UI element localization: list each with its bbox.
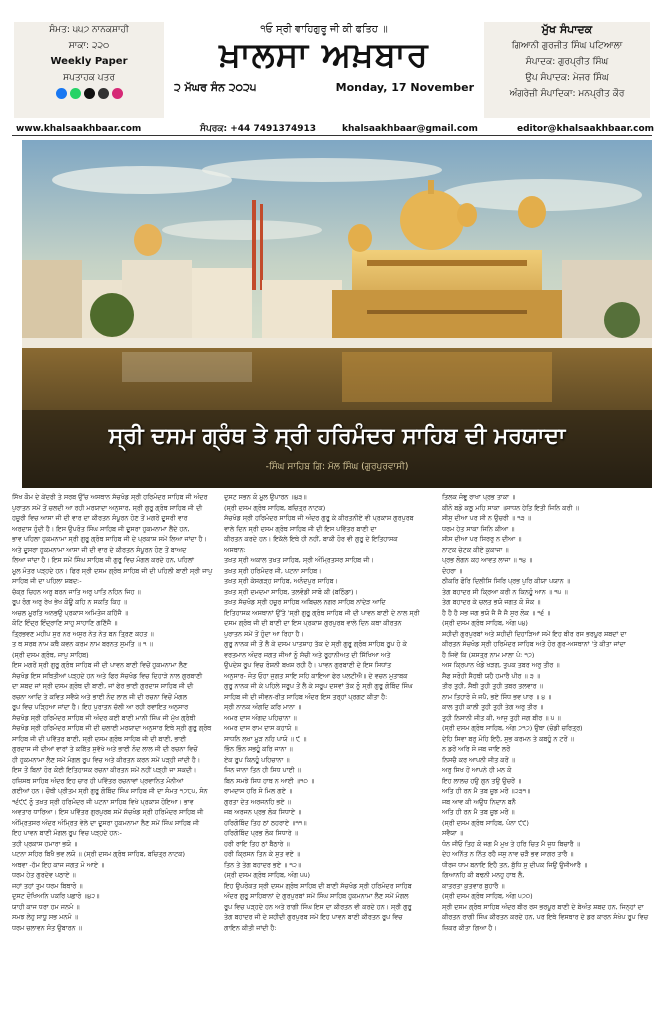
newspaper-title: ਖ਼ਾਲਸਾ ਅਖ਼ਬਾਰ: [219, 35, 429, 75]
divider: [12, 135, 652, 136]
chief-editor-name: ਗਿਆਨੀ ਗੁਰਜੀਤ ਸਿੰਘ ਪਟਿਆਲਾ: [511, 41, 623, 51]
article-line: ਕਾਲ ਤੁਹੀ ਕਾਲੀ ਤੁਹੀ ਤੁਹੀ ਤੇਗ ਅਰੁ ਤੀਰ ॥: [442, 703, 544, 711]
article-line: ਸਿੱਖ ਕੌਮ ਦੇ ਕੇਂਦਰੀ ਤੇ ਸਰਬ ਉੱਚ ਅਸਥਾਨ ਸੱਚਖੰਡ ਸ੍ਰੀ ਹਰਿਮੰਦਰ ਸਾਹਿਬ ਜੀ ਅੰਦਰ: [12, 493, 208, 501]
article-line: ਕੀਰਤਨ ਰਾਗੀ ਸਿੰਘ ਕੀਰਤਨ ਕਰਦੇ ਹਨ, ਪਰ ਇਥੇ ਵਿਸਥਾਰ ਦੇ ਡਰ ਕਾਰਨ ਸੰਖੇਪ ਰੂਪ ਵਿਚ: [442, 913, 649, 921]
article-line: ਕੋਟਿ ਇੰਦ੍ਰ ਇੰਦ੍ਰਾਣਿ ਸਾਹੁ ਸਾਹਾਣਿ ਗਣਿੱਜੈ ॥: [12, 619, 118, 627]
article-line: ਵਰਤਮਾਨ ਅੰਦਰ ਜਗਤ ਜੀਆਂ ਨੂੰ ਸੱਚੀ ਅਤੇ ਰੂਹਾਨੀਅਤ ਦੀ ਸਿੱਖਿਆ ਅਤੇ: [224, 650, 391, 659]
article-line: ਜਿਨ ਜਾਨਾ ਤਿਨ ਹੀ ਸਿਧ ਪਾਈ ॥: [224, 766, 301, 774]
article-line: ਅਵਤਾਰ ਧਾਰਿਆ। ਇਸ ਪਵਿੱਤਰ ਗੁਰਪੁਰਬ ਸਮੇਂ ਸੱਚਖੰਡ ਸ੍ਰੀ ਹਰਿਮੰਦਰ ਸਾਹਿਬ ਜੀ: [12, 808, 204, 816]
article-line: ਅਸ ਕ੍ਰਿਪਾਨ ਖੰਡੋ ਖੜਗ, ਤੁਪਕ ਤਬਰ ਅਰੁ ਤੀਰ ॥: [442, 661, 560, 669]
article-line: ਸਵੈਯਾ ॥: [442, 829, 464, 837]
instagram-icon[interactable]: [112, 88, 123, 99]
article-line: ਯਾਹੀ ਕਾਜ ਧਰਾ ਹਮ ਜਨਮੰ ॥: [12, 902, 80, 911]
article-line: ਅਰੁ ਸਿਖ ਹੋਂ ਆਪਨੇ ਹੀ ਮਨ ਕੋ: [442, 766, 512, 774]
article-line: ਨਾਮ ਤਿਹਾਰੋ ਜੋ ਜਪੈ, ਭਏ ਸਿੰਧ ਭਵ ਪਾਰ ॥ ੪ ॥: [442, 692, 552, 701]
article-line: ਅਥਵਾ -ਹੱਮ ਇਹ ਕਾਜ ਜਗਤ ਮੋ ਆਏ ॥: [12, 860, 105, 869]
article-line: ਨਿਸਚੈ ਕਰ ਆਪਨੀ ਜੀਤ ਕਰੋਂ ॥: [442, 755, 515, 764]
article-line: ਕੀਨੋ ਬਡੋ ਕਲੂ ਮਹਿ ਸਾਕਾ ॥ਸਾਧਨ ਹੇਤਿ ਇਤੀ ਜਿਨਿ ਕਰੀ ॥: [442, 503, 579, 512]
article-line: ਗਾਇਨ ਕੀਤੀ ਜਾਂਦੀ ਹੈ:: [224, 923, 277, 932]
article-line: ਰਾਮਦਾਸ ਹਰਿ ਸੋ ਮਿਲ ਗਏ ॥: [224, 787, 293, 795]
article-line: ਏਕ ਰੂਪ ਕਿਨਹੂੰ ਪਹਿਚਾਨਾ ॥: [224, 755, 290, 764]
article-line: ਦਾ ਸ਼ਬਦ ਜਾਂ ਸ੍ਰੀ ਦਸਮ ਗ੍ਰੰਥ ਦੀ ਬਾਣੀ, ਜਾਂ ਫੇਰ ਭਾਈ ਗੁਰਦਾਸ ਸਾਹਿਬ ਜੀ ਦੀ: [12, 682, 194, 690]
article-line: ਸੱਚਖੰਡ ਸ੍ਰੀ ਹਰਿਮੰਦਰ ਸਾਹਿਬ ਜੀ ਅੰਦਰ ਕਈ ਬਾਣੀ ਮਾਨੀ ਸਿੰਘ ਜੀ ਮੁੱਖ ਗ੍ਰੰਥੀ: [12, 713, 196, 722]
article-line: ਠੀਕਰਿ ਫੋਰਿ ਦਿਲੀਸਿ ਸਿਰਿ ਪ੍ਰਭ ਪੁਰਿ ਕੀਯਾ ਪਯਾਨ ॥: [442, 577, 571, 585]
article-line: ਕੀਰਤਨ ਸੱਚਖੰਡ ਸ੍ਰੀ ਹਰਿਮੰਦਰ ਸਾਹਿਬ ਅਤੇ ਹੋਰ ਗੁਰ-ਅਸਥਾਨਾਂ 'ਤੇ ਕੀਤਾ ਜਾਂਦਾ: [442, 640, 626, 648]
article-line: ਅਤਿ ਹੀ ਰਨ ਮੈ ਤਬ ਜੂਝ ਮਰੋਂ ॥: [442, 808, 515, 816]
phone-number: ਸੰਪਰਕ: +44 7491374913: [200, 124, 317, 134]
article-line: ਦਸਮ ਗ੍ਰੰਥ ਜੀ ਦੀ ਬਾਣੀ ਦਾ ਇਸ ਪ੍ਰਕਾਸ਼ ਗੁਰਪੁਰਬ ਵਾਲੇ ਦਿਨ ਕਥਾ ਕੀਰਤਨ: [224, 619, 402, 627]
article-line: ਸੱਚਖੰਡ ਸ੍ਰੀ ਹਰਿਮੰਦਰ ਸਾਹਿਬ ਜੀ ਦੀ ਚਲਾਈ ਮਰਯਾਦਾ ਅਨੁਸਾਰ ਇਥੇ ਸ੍ਰੀ ਗੁਰੂ ਗ੍ਰੰਥ: [12, 724, 212, 732]
article-line: ਧਰਮ ਚਲਾਵਨ ਸੰਤ ਉਬਾਰਨ ॥: [12, 923, 82, 932]
date-punjabi: ੨ ਮੱਘਰ ਸੰਨ ੨੦੨੫: [174, 81, 257, 94]
chief-editor-title: ਮੁੱਖ ਸੰਪਾਦਕ: [541, 23, 593, 36]
masthead-header: [0, 0, 663, 122]
article-line: ਹਜ਼ੂਰੀ ਵਿਚ ਆਸਾ ਜੀ ਦੀ ਵਾਰ ਦਾ ਕੀਰਤਨ ਸੰਪੂਰਨ ਹੋਣ ਤੋਂ ਮਗਰੋਂ ਦੂਸਰੀ ਵਾਰ: [12, 514, 188, 522]
website-link[interactable]: www.khalsaakhbaar.com: [16, 124, 142, 134]
article-line: ਸ੍ਰੀ ਨਾਨਕ ਅੰਗਦਿ ਕਰਿ ਮਾਨਾ ॥: [224, 703, 302, 711]
article-line: ਗੁਰੂ ਨਾਨਕ ਜੀ ਕੇ ਪਹਿਲੇ ਸਰੂਪ ਤੋਂ ਲੈ ਕੇ ਸਰੂਪ ਦਸਵਾਂ ਤੱਕ ਨੂੰ ਸ੍ਰੀ ਗੁਰੂ ਗੋਬਿੰਦ ਸਿੰਘ: [224, 682, 413, 690]
article-line: ਤੇਗ ਬਹਾਦਰ ਜੀ ਦੇ ਸ਼ਹੀਦੀ ਗੁਰਪੁਰਬ ਸਮੇਂ ਇਹ ਪਾਵਨ ਬਾਣੀ ਕੀਰਤਨ ਰੂਪ ਵਿਚ: [224, 913, 403, 921]
article-line: ਦੇਹਿ ਸਿਵਾ ਬਰੁ ਮੋਹਿ ਇਹੈ, ਸੁਭ ਕਰਮਨ ਤੇ ਕਬਹੂੰ ਨ ਟਰੋਂ ॥: [442, 734, 574, 743]
saka-label: ਸਾਕਾ: ੨੨੦: [68, 41, 110, 51]
article-line: ਅੰਮ੍ਰਿਤਸਰ ਅੰਦਰ ਅੰਮ੍ਰਿਤ ਵੇਲੇ ਦਾ ਦੂਸਰਾ ਹੁਕਮਨਾਮਾ ਲੈਣ ਸਮੇਂ ਸਿੰਘ ਸਾਹਿਬ ਜੀ: [12, 818, 200, 827]
article-line: ਲਿਆ ਜਾਂਦਾ ਹੈ। ਇਸ ਸਮੇਂ ਸਿੰਘ ਸਾਹਿਬ ਜੀ ਗੁਰੂ ਵਿਚ ਮੰਗਲ ਕਰਦੇ ਹਨ, ਪਹਿਲਾਂ: [12, 556, 194, 564]
article-line: ਰੂਪ ਵਿਚ ਪੜ੍ਹਦੇ ਹਨ ਅਤੇ ਰਾਗੀ ਸਿੰਘ ਇਸ ਦਾ ਕੀਰਤਨ ਵੀ ਕਰਦੇ ਹਨ। ਸ੍ਰੀ ਗੁਰੂ: [224, 902, 412, 911]
article-line: ਬਿਨ ਸਮਝੇ ਸਿਧ ਹਾਥ ਨ ਆਈ ॥੧੦ ॥: [224, 776, 315, 785]
article-line: (ਸ੍ਰੀ ਦਸਮ ਗ੍ਰੰਥ ਸਾਹਿਬ, ਅੰਗ ੫੪): [442, 619, 528, 627]
article-line: ਕੀਰਤਨ ਕਰਦੇ ਹਨ। ਇਕੱਲੇ ਇਥੇ ਹੀ ਨਹੀਂ, ਬਾਕੀ ਹੋਰ ਵੀ ਗੁਰੂ ਦੇ ਇਤਿਹਾਸਕ: [224, 535, 398, 543]
article-line: ਦੁਸਟ ਸਭਨ ਕੋ ਮੂਲ ਉਪਾਰਨ ॥੪੩॥: [224, 493, 307, 501]
article-line: ਤ ਥ ਸਰਬ ਨਾਮ ਕਥੈ ਕਵਨ ਕਰਮ ਨਾਮ ਬਰਨਤ ਸੁਮਤਿ ॥ ੧ ॥: [12, 640, 153, 648]
article-body: [12, 492, 652, 1020]
article-column-3: [442, 492, 652, 1020]
article-line: ਤੇਗ ਬਹਾਦਰ ਕੇ ਚਲਤ ਭਯੋ ਜਗਤ ਕੋ ਸੋਕ ॥: [442, 598, 541, 606]
article-line: ਹੈ ਜਿਵੇਂ ਕਿ (ਸ਼ਸਤ੍ਰ ਨਾਮ ਮਾਲਾ ਪੰ: ੧੭): [442, 650, 535, 659]
article-line: ਚੱਕ੍ਰ ਚਿਹਨ ਅਰੁ ਬਰਨ ਜਾਤਿ ਅਰੁ ਪਾਤਿ ਨਹਿਨ ਜਿਹ ॥: [12, 587, 141, 596]
samat-label: ਸੰਮਤ: ੫੫੭ ਨਾਨਕਸ਼ਾਹੀ: [49, 25, 129, 35]
article-line: ਸੱਚਖੰਡ ਸ੍ਰੀ ਹਰਿਮੰਦਰ ਸਾਹਿਬ ਜੀ ਅੰਦਰ ਗੁਰੂ ਕੇ ਕੀਰਤਨੀਏ ਵੀ ਪ੍ਰਕਾਸ਼ ਗੁਰਪੁਰਬ: [224, 514, 414, 522]
article-line: ਨਾਟਕ ਚੇਟਕ ਕੀਏ ਕੁਕਾਜਾ ॥: [442, 545, 509, 554]
article-line: ਜਬ ਆਵ ਕੀ ਅਉਧ ਨਿਦਾਨ ਬਨੈ: [442, 797, 516, 806]
article-line: ਸਾਹਿਬ ਜੀ ਦੀ ਜੀਵਨ-ਰੀਤ ਸਾਹਿਬ ਅੰਦਰ ਇਸ ਤਰ੍ਹਾਂ ਪ੍ਰਗਟ ਕੀਤਾ ਹੈ:: [224, 692, 388, 701]
article-line: ਹਰਿਗੋਬਿੰਦ ਤਿਹ ਠਾਂ ਠਹਰਾਏ ॥੧੧॥: [224, 818, 307, 827]
article-line: ਪੁਰਾਤਨ ਸਮੇਂ ਤੋਂ ਚਲਦੀ ਆ ਰਹੀ ਮਰਯਾਦਾ ਅਨੁਸਾਰ, ਸ੍ਰੀ ਗੁਰੂ ਗ੍ਰੰਥ ਸਾਹਿਬ ਜੀ ਦੀ: [12, 503, 203, 512]
article-line: ਭਿੰਨ ਭਿੰਨ ਸਭਹੂੰ ਕਰਿ ਜਾਨਾ ॥: [224, 745, 293, 753]
article-line: ਤਖ਼ਤ ਸ੍ਰੀ ਕੇਸਗੜ੍ਹ ਸਾਹਿਬ, ਅਨੰਦਪੁਰ ਸਾਹਿਬ।: [224, 577, 338, 585]
weekly-label: Weekly Paper: [50, 56, 128, 67]
article-line: ਸਮਝ ਲੇਹੁ ਸਾਧੂ ਸਭ ਮਨਮੰ ॥: [12, 913, 78, 921]
article-line: ਹਰੀ ਕ੍ਰਿਸਨ ਤਿਨ ਕੇ ਸੁਤ ਵਏ ॥: [224, 850, 301, 858]
article-line: ਗੁਰਦਾਸ ਜੀ ਦੀਆਂ ਵਾਰਾਂ ਤੇ ਕਬਿੱਤ ਸੁਵੱਖੇ ਅਤੇ ਭਾਈ ਨੰਦ ਲਾਲ ਜੀ ਦੀ ਰਚਨਾ ਵਿਚੋਂ: [12, 745, 198, 753]
x-icon[interactable]: [98, 88, 109, 99]
article-line: ਗੁਰਤਾ ਦੇਤ ਅਰਜਨਹਿ ਭਏ ॥: [224, 797, 291, 806]
article-line: ਮੂਲ ਮੰਤਰ ਪੜ੍ਹਦੇ ਹਨ। ਫਿਰ ਸ੍ਰੀ ਦਸਮ ਗ੍ਰੰਥ ਸਾਹਿਬ ਜੀ ਦੀ ਪਹਿਲੀ ਬਾਣੀ ਸ੍ਰੀ ਜਾਪੁ: [12, 566, 213, 575]
article-line: ਹਰੀ ਰਾਇ ਤਿਹ ਠਾਂ ਬੈਠਾਰੇ ॥: [224, 839, 290, 848]
article-line: ਅਮਰ ਦਾਸ ਅੰਗਦ ਪਹਿਚਾਨਾ ॥: [224, 713, 297, 722]
article-line: ਉਪਦੇਸ਼ ਰੂਪ ਵਿਚ ਰੋਸ਼ਨੀ ਬਖਸ਼ ਰਹੀ ਹੈ। ਪਾਵਨ ਗੁਰਬਾਣੀ ਦੇ ਇਸ ਸਿਧਾਂਤ: [224, 661, 392, 669]
article-line: ਅਚਲ ਮੂਰਤਿ ਅਨਭਉ ਪ੍ਰਕਾਸ ਅਮਿਤੋਜ ਕਹਿੱਜੈ ॥: [12, 608, 129, 617]
article-headline: ਸ੍ਰੀ ਦਸਮ ਗ੍ਰੰਥ ਤੇ ਸ੍ਰੀ ਹਰਿਮੰਦਰ ਸਾਹਿਬ ਦੀ ਮਰਯਾਦਾ: [108, 424, 566, 449]
article-line: ਪ੍ਰਭ ਲੋਗਨ ਕਹ ਆਵਤ ਲਾਜਾ ॥ ੧੪ ॥: [442, 556, 533, 564]
article-line: ਭਾਵ ਪਹਿਲਾ ਹੁਕਮਨਾਮਾ ਸ੍ਰੀ ਗੁਰੂ ਗ੍ਰੰਥ ਸਾਹਿਬ ਜੀ ਦੇ ਪ੍ਰਕਾਸ਼ ਸਮੇਂ ਲਿਆ ਜਾਂਦਾ ਹੈ।: [12, 535, 207, 543]
social-icons: [14, 88, 164, 99]
article-line: ਅਸਥਾਨ:: [224, 545, 246, 554]
article-line: ਤਖ਼ਤ ਸ੍ਰੀ ਦਮਦਮਾ ਸਾਹਿਬ, ਤਲਵੰਡੀ ਸਾਬੋ ਕੀ (ਬਠਿੰਡਾ)।: [224, 587, 358, 596]
article-byline: -ਸਿੰਘ ਸਾਹਿਬ ਗਿ: ਮੱਲ ਸਿੰਘ (ਗੁਰਪੁਰਵਾਸੀ): [265, 462, 409, 472]
article-line: ਦੇਹ ਅਨਿੱਤ ਨ ਨਿੱਤ ਰਹੈ ਜਸੁ ਨਾਵ ਚੜੈ ਭਵ ਸਾਗਰ ਤਾਰੈ ॥: [442, 850, 574, 858]
article-line: ਪੁਰਾਤਨ ਸਮੇਂ ਤੋਂ ਹੁੰਦਾ ਆ ਰਿਹਾ ਹੈ।: [224, 629, 304, 638]
article-line: ਤਿਲਕ ਜੰਞੂ ਰਾਖਾ ਪ੍ਰਭ ਤਾਕਾ ॥: [442, 493, 516, 501]
article-line: ਸ੍ਰੀ ਦਸਮ ਗ੍ਰੰਥ ਸਾਹਿਬ ਅੰਦਰ ਬੀਰ ਰਸ ਭਰਪੂਰ ਬਾਣੀ ਦੇ ਬੇਅੰਤ ਸ਼ਬਦ ਹਨ, ਜਿਨ੍ਹਾਂ ਦਾ: [442, 902, 644, 911]
article-line: ਗੁਰੂ ਨਾਨਕ ਜੀ ਤੋਂ ਲੈ ਕੇ ਦਸਮ ਪਾਤਸ਼ਾਹ ਤੱਕ ਦੇ ਸ੍ਰੀ ਗੁਰੂ ਗ੍ਰੰਥ ਸਾਹਿਬ ਰੂਪ ਹੋ ਕੇ: [224, 640, 407, 648]
article-line: ਰੂਪ ਵਿਚ ਪੜ੍ਹਿਆ ਜਾਂਦਾ ਹੈ। ਇਹ ਪੁਰਾਤਨ ਚੱਲੀ ਆ ਰਹੀ ਰਵਾਇਤ ਅਨੁਸਾਰ: [12, 703, 189, 711]
article-line: ਰਚਨਾ ਆਦਿ ਤੇ ਕਵਿਤ ਸਵੈਯੇ ਅਤੇ ਭਾਈ ਨੰਦ ਲਾਲ ਜੀ ਦੀ ਰਚਨਾ ਵਿਚੋਂ ਮੰਗਲ: [12, 692, 187, 701]
article-line: ਗਿਆਨਹਿ ਕੀ ਬਢਨੀ ਮਨਹੁ ਹਾਥ ਲੈ,: [442, 871, 525, 879]
article-line: ਸੀਸੁ ਦੀਆ ਪਰ ਸੀ ਨ ਉਚਰੀ ॥ ੧੩ ॥: [442, 514, 531, 522]
article-line: ਦੁਸਟ ਦੋਖਿਅਨਿ ਪਕਰਿ ਪਛਾਰੋ ॥੪੨॥: [12, 892, 100, 900]
article-line: ੧੬੯੯ ਨੂੰ ਤਖ਼ਤ ਸ੍ਰੀ ਹਰਿਮੰਦਰ ਜੀ ਪਟਨਾ ਸਾਹਿਬ ਵਿਖੇ ਪ੍ਰਕਾਸ਼ ਹੋਇਆ। ਭਾਵ: [12, 797, 194, 806]
date-english: Monday, 17 November: [335, 81, 474, 94]
article-line: (ਸ੍ਰੀ ਦਸਮ ਗ੍ਰੰਥ ਸਾਹਿਬ, ਅੰਗ ੫੭੦): [442, 892, 533, 900]
article-line: ਤ੍ਰਿਭਵਣ ਮਹੀਪ ਸੁਰ ਨਰ ਅਸੁਰ ਨੇਤ ਨੇਤ ਬਨ ਤ੍ਰਿਣ ਕਹਤ ॥: [12, 629, 154, 638]
article-line: ਇਤਿਹਾਸਕ ਅਸਥਾਨਾਂ ਉੱਤੇ 'ਸ੍ਰੀ ਗੁਰੂ ਗ੍ਰੰਥ ਸਾਹਿਬ ਜੀ ਦੀ ਪਾਵਨ ਬਾਣੀ ਦੇ ਨਾਲ ਸ੍ਰੀ: [224, 608, 420, 617]
article-line: ਧਰਮ ਹੇਤ ਸਾਕਾ ਜਿਨਿ ਕੀਆ ॥: [442, 524, 515, 533]
article-line: ਪਟਨਾ ਸਹਿਰ ਬਿਖੈ ਭਵ ਲਯੋ ॥ (ਸ੍ਰੀ ਦਸਮ ਗ੍ਰੰਥ ਸਾਹਿਬ, ਬਚਿਤ੍ਰ ਨਾਟਕ): [12, 850, 185, 858]
article-line: ਸੈਫ ਸਰੋਹੀ ਸੈਹਥੀ ਯਹੈ ਹਮਾਰੈ ਪੀਰ ॥ ੩ ॥: [442, 671, 541, 680]
article-line: ਧਰਮ ਹੇਤ ਗੁਰਦੇਵ ਪਠਾਏ ॥: [12, 871, 76, 879]
article-line: (ਸ੍ਰੀ ਦਸਮ ਗ੍ਰੰਥ ਸਾਹਿਬ, ਪੰਨਾ ੯੯): [442, 818, 529, 827]
article-line: ਅਮਰ ਦਾਸ ਰਾਮ ਦਾਸ ਕਹਾਯੋ ॥: [224, 724, 298, 732]
article-line: ਅਰਦਾਸ ਹੁੰਦੀ ਹੈ। ਇਸ ਉਪਰੰਤ ਸਿੰਘ ਸਾਹਿਬ ਜੀ ਦੂਸਰਾ ਹੁਕਮਨਾਮਾ ਲੈਂਦੇ ਹਨ,: [12, 524, 190, 533]
dateline: [166, 81, 482, 95]
article-line: ਤਹੀ ਪ੍ਰਕਾਸ ਹਮਾਰਾ ਭਯੋ ॥: [12, 839, 78, 848]
whatsapp-icon[interactable]: [70, 88, 81, 99]
article-line: ਅਤੇ ਦੂਸਰਾ ਹੁਕਮਨਾਮਾ ਆਸਾ ਜੀ ਦੀ ਵਾਰ ਦੇ ਕੀਰਤਨ ਸੰਪੂਰਨ ਹੋਣ ਤੋਂ ਬਾਅਦ: [12, 545, 187, 554]
article-line: ਧੰਨ ਜੀਓ ਤਿਹ ਕੋ ਜਗ ਮੈ ਮੁਖ ਤੇ ਹਰਿ ਚਿਤ ਮੈ ਜੁਧ ਬਿਚਾਰੈ ॥: [442, 839, 580, 848]
article-line: ਤਖ਼ਤ ਸੱਚਖੰਡ ਸ੍ਰੀ ਹਜ਼ੂਰ ਸਾਹਿਬ ਅਬਿਚਲ ਨਗਰ ਸਾਹਿਬ ਨਾਂਦੇੜ ਆਦਿ: [224, 598, 386, 606]
article-line: ਨ ਡਰੋਂ ਅਰਿ ਸੋ ਜਬ ਜਾਇ ਲਰੋਂ: [442, 745, 511, 753]
facebook-icon[interactable]: [56, 88, 67, 99]
article-line: ਸਾਧਨਿ ਲਖਾ ਮੂੜ ਨਹਿ ਪਾਯੋ ॥ ੯ ॥: [224, 734, 307, 743]
article-line: ਤੇਗ ਬਹਾਦਰ ਸੀ ਕ੍ਰਿਆ ਕਰੀ ਨ ਕਿਨਹੂੰ ਆਨ ॥ ੧੫ ॥: [442, 587, 568, 596]
article-line: ਕਾਤਰਤਾ ਕੁਤਵਾਰ ਬੁਹਾਰੈ ॥: [442, 881, 505, 890]
tiktok-icon[interactable]: [84, 88, 95, 99]
article-line: ਸੀਸ ਦੀਆ ਪਰ ਸਿਰਰੁ ਨ ਦੀਆ ॥: [442, 535, 522, 543]
article-line: ਤਿਨ ਤੇ ਤੇਗ ਬਹਾਦਰ ਭਏ ॥ ੧੨॥: [224, 860, 302, 869]
article-line: ਤਖ਼ਤ ਸ੍ਰੀ ਹਰਿਮੰਦਰ ਜੀ, ਪਟਨਾ ਸਾਹਿਬ।: [224, 566, 322, 575]
article-line: ਇਹ ਪਾਵਨ ਬਾਣੀ ਮੰਗਲ ਰੂਪ ਵਿਚ ਪੜ੍ਹਦੇ ਹਨ:-: [12, 829, 122, 837]
article-line: ਸਾਹਿਬ ਜੀ ਦਾ ਪਹਿਲਾ ਸ਼ਬਦ:-: [12, 577, 82, 585]
article-line: ਹੈ ਹੈ ਹੈ ਸਭ ਜਗ ਭਯੋ ਜੈ ਜੈ ਜੈ ਸੁਰ ਲੋਕ ॥ ੧੬ ॥: [442, 608, 551, 617]
article-line: ਹਜ਼ਿਸਥ ਸਾਹਿਬ ਅੰਦਰ ਇਹ ਚਾਰ ਹੀ ਪਵਿੱਤਰ ਰਚਨਾਵਾਂ ਪ੍ਰਵਾਨਿਤ ਮੰਨੀਆਂ: [12, 776, 184, 785]
article-line: ਤੁਹੀ ਨਿਸਾਨੀ ਜੀਤ ਕੀ, ਆਜੁ ਤੁਹੀ ਜਗ ਬੀਰ ॥ ੫ ॥: [442, 713, 561, 722]
article-line: ਤਖ਼ਤ ਸ੍ਰੀ ਅਕਾਲ ਤਖ਼ਤ ਸਾਹਿਬ, ਸ੍ਰੀ ਅੰਮ੍ਰਿਤਸਰ ਸਾਹਿਬ ਜੀ।: [224, 556, 374, 564]
article-line: ਸੱਚਖੰਡ ਇਸ ਸਥਿਤੀਆਂ ਪੜ੍ਹਦੇ ਹਨ ਅਤੇ ਫਿਰ ਸੱਚਖੰਡ ਵਿਚ ਦਿਹਾੜੇ ਨਾਲ ਗੁਰਬਾਣੀ: [12, 671, 203, 680]
article-line: (ਸ੍ਰੀ ਦਸਮ ਗ੍ਰੰਥ, ਜਾਪੁ ਸਾਹਿਬ): [12, 650, 89, 659]
article-line: ਜਬ ਅਰਜਨ ਪ੍ਰਭ ਲੋਕ ਸਿਧਾਏ ॥: [224, 808, 302, 816]
sub-editor-name: ਉਪ ਸੰਪਾਦਕ: ਮੇਜਰ ਸਿੰਘ: [525, 73, 609, 83]
article-line: ਜ਼ਿਕਰ ਕੀਤਾ ਗਿਆ ਹੈ।: [442, 923, 497, 932]
english-editor-name: ਅੰਗਰੇਜ਼ੀ ਸੰਪਾਦਿਕਾ: ਮਨਪ੍ਰੀਤ ਕੌਰ: [509, 89, 625, 99]
article-line: (ਸ੍ਰੀ ਦਸਮ ਗ੍ਰੰਥ ਸਾਹਿਬ, ਬਚਿਤ੍ਰ ਨਾਟਕ): [224, 503, 326, 512]
article-line: (ਸ੍ਰੀ ਦਸਮ ਗ੍ਰੰਥ ਸਾਹਿਬ, ਅੰਗ ੫੫): [224, 871, 310, 879]
article-column-2: [224, 492, 434, 1020]
article-line: ਅਤਿ ਹੀ ਰਨ ਮੈ ਤਬ ਜੂਝ ਮਰੋਂ ॥੨੩੧॥: [442, 787, 531, 795]
article-line: ਧੀਰਜ ਧਾਮ ਬਨਾਇ ਇਹੈ ਤਨ, ਬੁੱਧਿ ਸੁ ਦੀਪਕ ਜਿਉਂ ਉਜੀਆਰੈ ॥: [442, 860, 588, 869]
article-line: ਇਸ ਮਗਰੋਂ ਸ੍ਰੀ ਗੁਰੂ ਗ੍ਰੰਥ ਸਾਹਿਬ ਜੀ ਦੀ ਪਾਵਨ ਬਾਣੀ ਵਿਚੋਂ ਹੁਕਮਨਾਮਾ ਲੈਣ: [12, 661, 188, 669]
article-line: ਇਹ ਲਾਲਚ ਹਉ ਗੁਨ ਤਉ ਉਚਰੋਂ ॥: [442, 776, 522, 785]
masthead-center: [166, 22, 482, 118]
article-column-1: [12, 492, 216, 1020]
article-line: ਸ਼ਹੀਦੀ ਗੁਰਪੁਰਬਾਂ ਅਤੇ ਸ਼ਹੀਦੀ ਦਿਹਾੜਿਆਂ ਸਮੇਂ ਇਹ ਬੀਰ ਰਸ ਭਰਪੂਰ ਸ਼ਬਦਾਂ ਦਾ: [442, 629, 627, 638]
article-line: ਇਸ ਤੋਂ ਬਿਨਾਂ ਹੋਰ ਕੋਈ ਇਤਿਹਾਸਕ ਰਚਨਾ ਕੀਰਤਨ ਸਮੇਂ ਨਹੀਂ ਪੜ੍ਹੀ ਜਾ ਸਕਦੀ।: [12, 766, 197, 774]
article-line: ਹੀ ਹੁਕਮਨਾਮਾ ਲੈਣ ਸਮੇਂ ਮੰਗਲ ਰੂਪ ਵਿਚ ਅਤੇ ਕੀਰਤਨ ਕਰਨ ਸਮੇਂ ਪੜ੍ਹੀ ਜਾਂਦੀ ਹੈ।: [12, 755, 201, 764]
article-line: ਤੀਰ ਤੁਹੀ, ਸੈਥੀ ਤੁਹੀ ਤੁਹੀ ਤਬਰ ਤਲਵਾਰ ॥: [442, 682, 543, 690]
article-line: ਦੋਹਰਾ ॥: [442, 566, 463, 575]
article-line: ਇਹ ਉਪਰੋਕਤ ਸ੍ਰੀ ਦਸਮ ਗ੍ਰੰਥ ਸਾਹਿਬ ਦੀ ਬਾਣੀ ਸੱਚਖੰਡ ਸ੍ਰੀ ਹਰਿਮੰਦਰ ਸਾਹਿਬ: [224, 881, 412, 890]
article-line: ਗਈਆਂ ਹਨ। ਚੌਥੀ ਪ੍ਰੀਤਮ ਸ੍ਰੀ ਗੁਰੂ ਗੋਬਿੰਦ ਸਿੰਘ ਸਾਹਿਬ ਜੀ ਦਾ ਸੰਮਤ ੧੭੮੫, ਸੰਨ: [12, 787, 208, 795]
motto-text: ੧ਓ ਸ੍ਰੀ ਵਾਹਿਗੁਰੂ ਜੀ ਕੀ ਫਤਿਹ ॥: [260, 24, 388, 35]
weekly-pa-label: ਸਪਤਾਹਕ ਪਤਰ: [63, 73, 115, 83]
email-link-1[interactable]: khalsaakhbaar@gmail.com: [342, 124, 478, 134]
article-line: ਹਰਿਗੋਬਿੰਦ ਪ੍ਰਭ ਲੋਕ ਸਿਧਾਰੇ ॥: [224, 829, 298, 837]
editor-name: ਸੰਪਾਦਕ: ਗੁਰਪ੍ਰੀਤ ਸਿੰਘ: [525, 57, 609, 67]
article-line: (ਸ੍ਰੀ ਦਸਮ ਗ੍ਰੰਥ ਸਾਹਿਬ, ਅੰਗ ੭੧੭) ਉਥਾ (ਚੰਡੀ ਚਰਿਤ੍ਰ): [442, 724, 583, 732]
article-line: ਜਹਾਂ ਤਹਾਂ ਤੁਮ ਧਰਮ ਬਿਥਾਰੋ ॥: [12, 881, 83, 890]
article-line: ਸਾਹਿਬ ਜੀ ਦੀ ਪਵਿੱਤਰ ਬਾਣੀ, ਸ੍ਰੀ ਦਸਮ ਗ੍ਰੰਥ ਸਾਹਿਬ ਜੀ ਦੀ ਬਾਣੀ, ਭਾਈ: [12, 734, 187, 743]
editors-box: [484, 22, 650, 118]
issue-info-box: [14, 22, 164, 118]
article-line: ਵਾਲੇ ਦਿਨ ਸ੍ਰੀ ਦਸਮ ਗ੍ਰੰਥ ਸਾਹਿਬ ਜੀ ਦੀ ਇਸ ਪਵਿੱਤਰ ਬਾਣੀ ਦਾ: [224, 524, 377, 533]
article-line: ਅਨੁਸਾਰ- ਜੋਤ ਓਹਾ ਜੁਗਤ ਸਾਇ ਸਹਿ ਕਾਇਆ ਫੇਰ ਪਲਟੀਐ॥ ਦੇ ਵਚਨ ਮੁਤਾਬਕ: [224, 671, 408, 680]
article-line: ਅੰਦਰ ਗੁਰੂ ਸਾਹਿਬਾਨਾਂ ਦੇ ਗੁਰਪੁਰਬਾਂ ਸਮੇਂ ਸਿੰਘ ਸਾਹਿਬ ਹੁਕਮਨਾਮਾ ਲੈਣ ਸਮੇਂ ਮੰਗਲ: [224, 892, 409, 900]
email-link-2[interactable]: editor@khalsaakhbaar.com: [517, 124, 655, 134]
article-line: ਰੂਪ ਰੰਗ ਅਰੁ ਰੇਖ ਭੇਖ ਕੋਊ ਕਹਿ ਨ ਸਕਤਿ ਕਿਹ ॥: [12, 598, 127, 606]
